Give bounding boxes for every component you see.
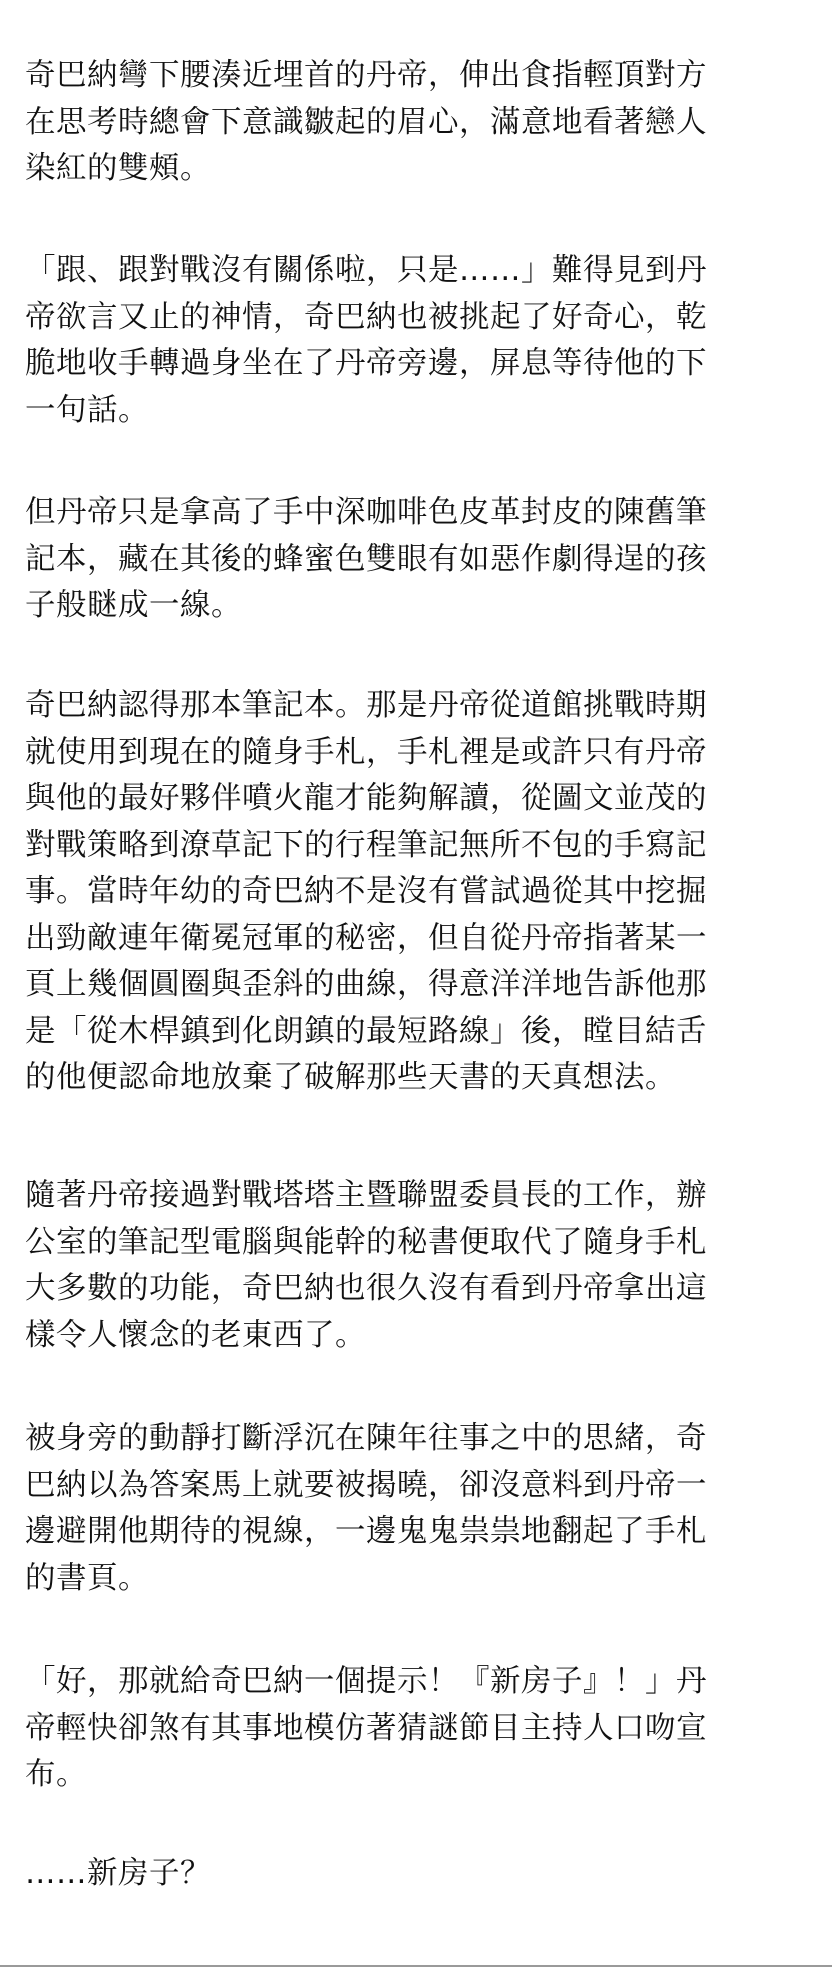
text-line: 奇巴納認得那本筆記本。那是丹帝從道館挑戰時期 <box>25 688 707 723</box>
text-line: 的書頁。 <box>25 1560 149 1596</box>
paragraph-1 <box>25 53 825 193</box>
text-line: 「好，那就給奇巴納一個提示！『新房子』！」丹 <box>25 1664 707 1699</box>
text-line: 奇巴納彎下腰湊近埋首的丹帝，伸出食指輕頂對方 <box>25 58 707 93</box>
text-line: 被身旁的動靜打斷浮沉在陳年往事之中的思緒，奇 <box>25 1421 707 1456</box>
text-line: 在思考時總會下意識皺起的眉心，滿意地看著戀人 <box>25 104 707 140</box>
text-line: 是「從木桿鎮到化朗鎮的最短路線」後，瞠目結舌 <box>25 1013 707 1049</box>
text-line: 大多數的功能，奇巴納也很久沒有看到丹帝拿出這 <box>25 1271 707 1306</box>
paragraph-3 <box>25 490 825 630</box>
paragraph-4 <box>25 683 825 1102</box>
text-line: 對戰策略到潦草記下的行程筆記無所不包的手寫記 <box>25 827 707 863</box>
text-line: 帝欲言又止的神情，奇巴納也被挑起了好奇心，乾 <box>25 299 707 335</box>
text-line: 邊避開他期待的視線，一邊鬼鬼祟祟地翻起了手札 <box>25 1514 707 1549</box>
text-line: 樣令人懷念的老東西了。 <box>25 1317 366 1353</box>
paragraph-7 <box>25 1659 825 1799</box>
text-line: 但丹帝只是拿高了手中深咖啡色皮革封皮的陳舊筆 <box>25 495 707 530</box>
text-line: 巴納以為答案馬上就要被揭曉，卻沒意料到丹帝一 <box>25 1467 707 1503</box>
text-line: 公室的筆記型電腦與能幹的秘書便取代了隨身手札 <box>25 1224 707 1260</box>
text-line: 就使用到現在的隨身手札，手札裡是或許只有丹帝 <box>25 734 707 770</box>
text-line: 帝輕快卻煞有其事地模仿著猜謎節目主持人口吻宣 <box>25 1710 707 1746</box>
text-line: 與他的最好夥伴噴火龍才能夠解讀，從圖文並茂的 <box>25 781 707 816</box>
text-line: 的他便認命地放棄了破解那些天書的天真想法。 <box>25 1060 676 1095</box>
text-line: 布。 <box>25 1757 87 1792</box>
text-line: 脆地收手轉過身坐在了丹帝旁邊，屏息等待他的下 <box>25 346 707 381</box>
text-line: 「跟、跟對戰沒有關係啦，只是……」難得見到丹 <box>25 253 707 288</box>
paragraph-8 <box>25 1851 825 1898</box>
text-line: 一句話。 <box>25 392 149 428</box>
text-line: 頁上幾個圓圈與歪斜的曲線，得意洋洋地告訴他那 <box>25 967 707 1002</box>
text-line: 隨著丹帝接過對戰塔塔主暨聯盟委員長的工作，辦 <box>25 1178 707 1213</box>
text-line: 記本，藏在其後的蜂蜜色雙眼有如惡作劇得逞的孩 <box>25 541 707 577</box>
text-line: 染紅的雙頰。 <box>25 151 211 186</box>
text-line: 出勁敵連年衛冕冠軍的秘密，但自從丹帝指著某一 <box>25 920 707 956</box>
text-line: ……新房子？ <box>25 1856 211 1891</box>
paragraph-2 <box>25 248 825 434</box>
paragraph-6 <box>25 1416 825 1602</box>
text-line: 子般瞇成一線。 <box>25 588 242 623</box>
text-line: 事。當時年幼的奇巴納不是沒有嘗試過從其中挖掘 <box>25 874 707 909</box>
paragraph-5 <box>25 1173 825 1359</box>
